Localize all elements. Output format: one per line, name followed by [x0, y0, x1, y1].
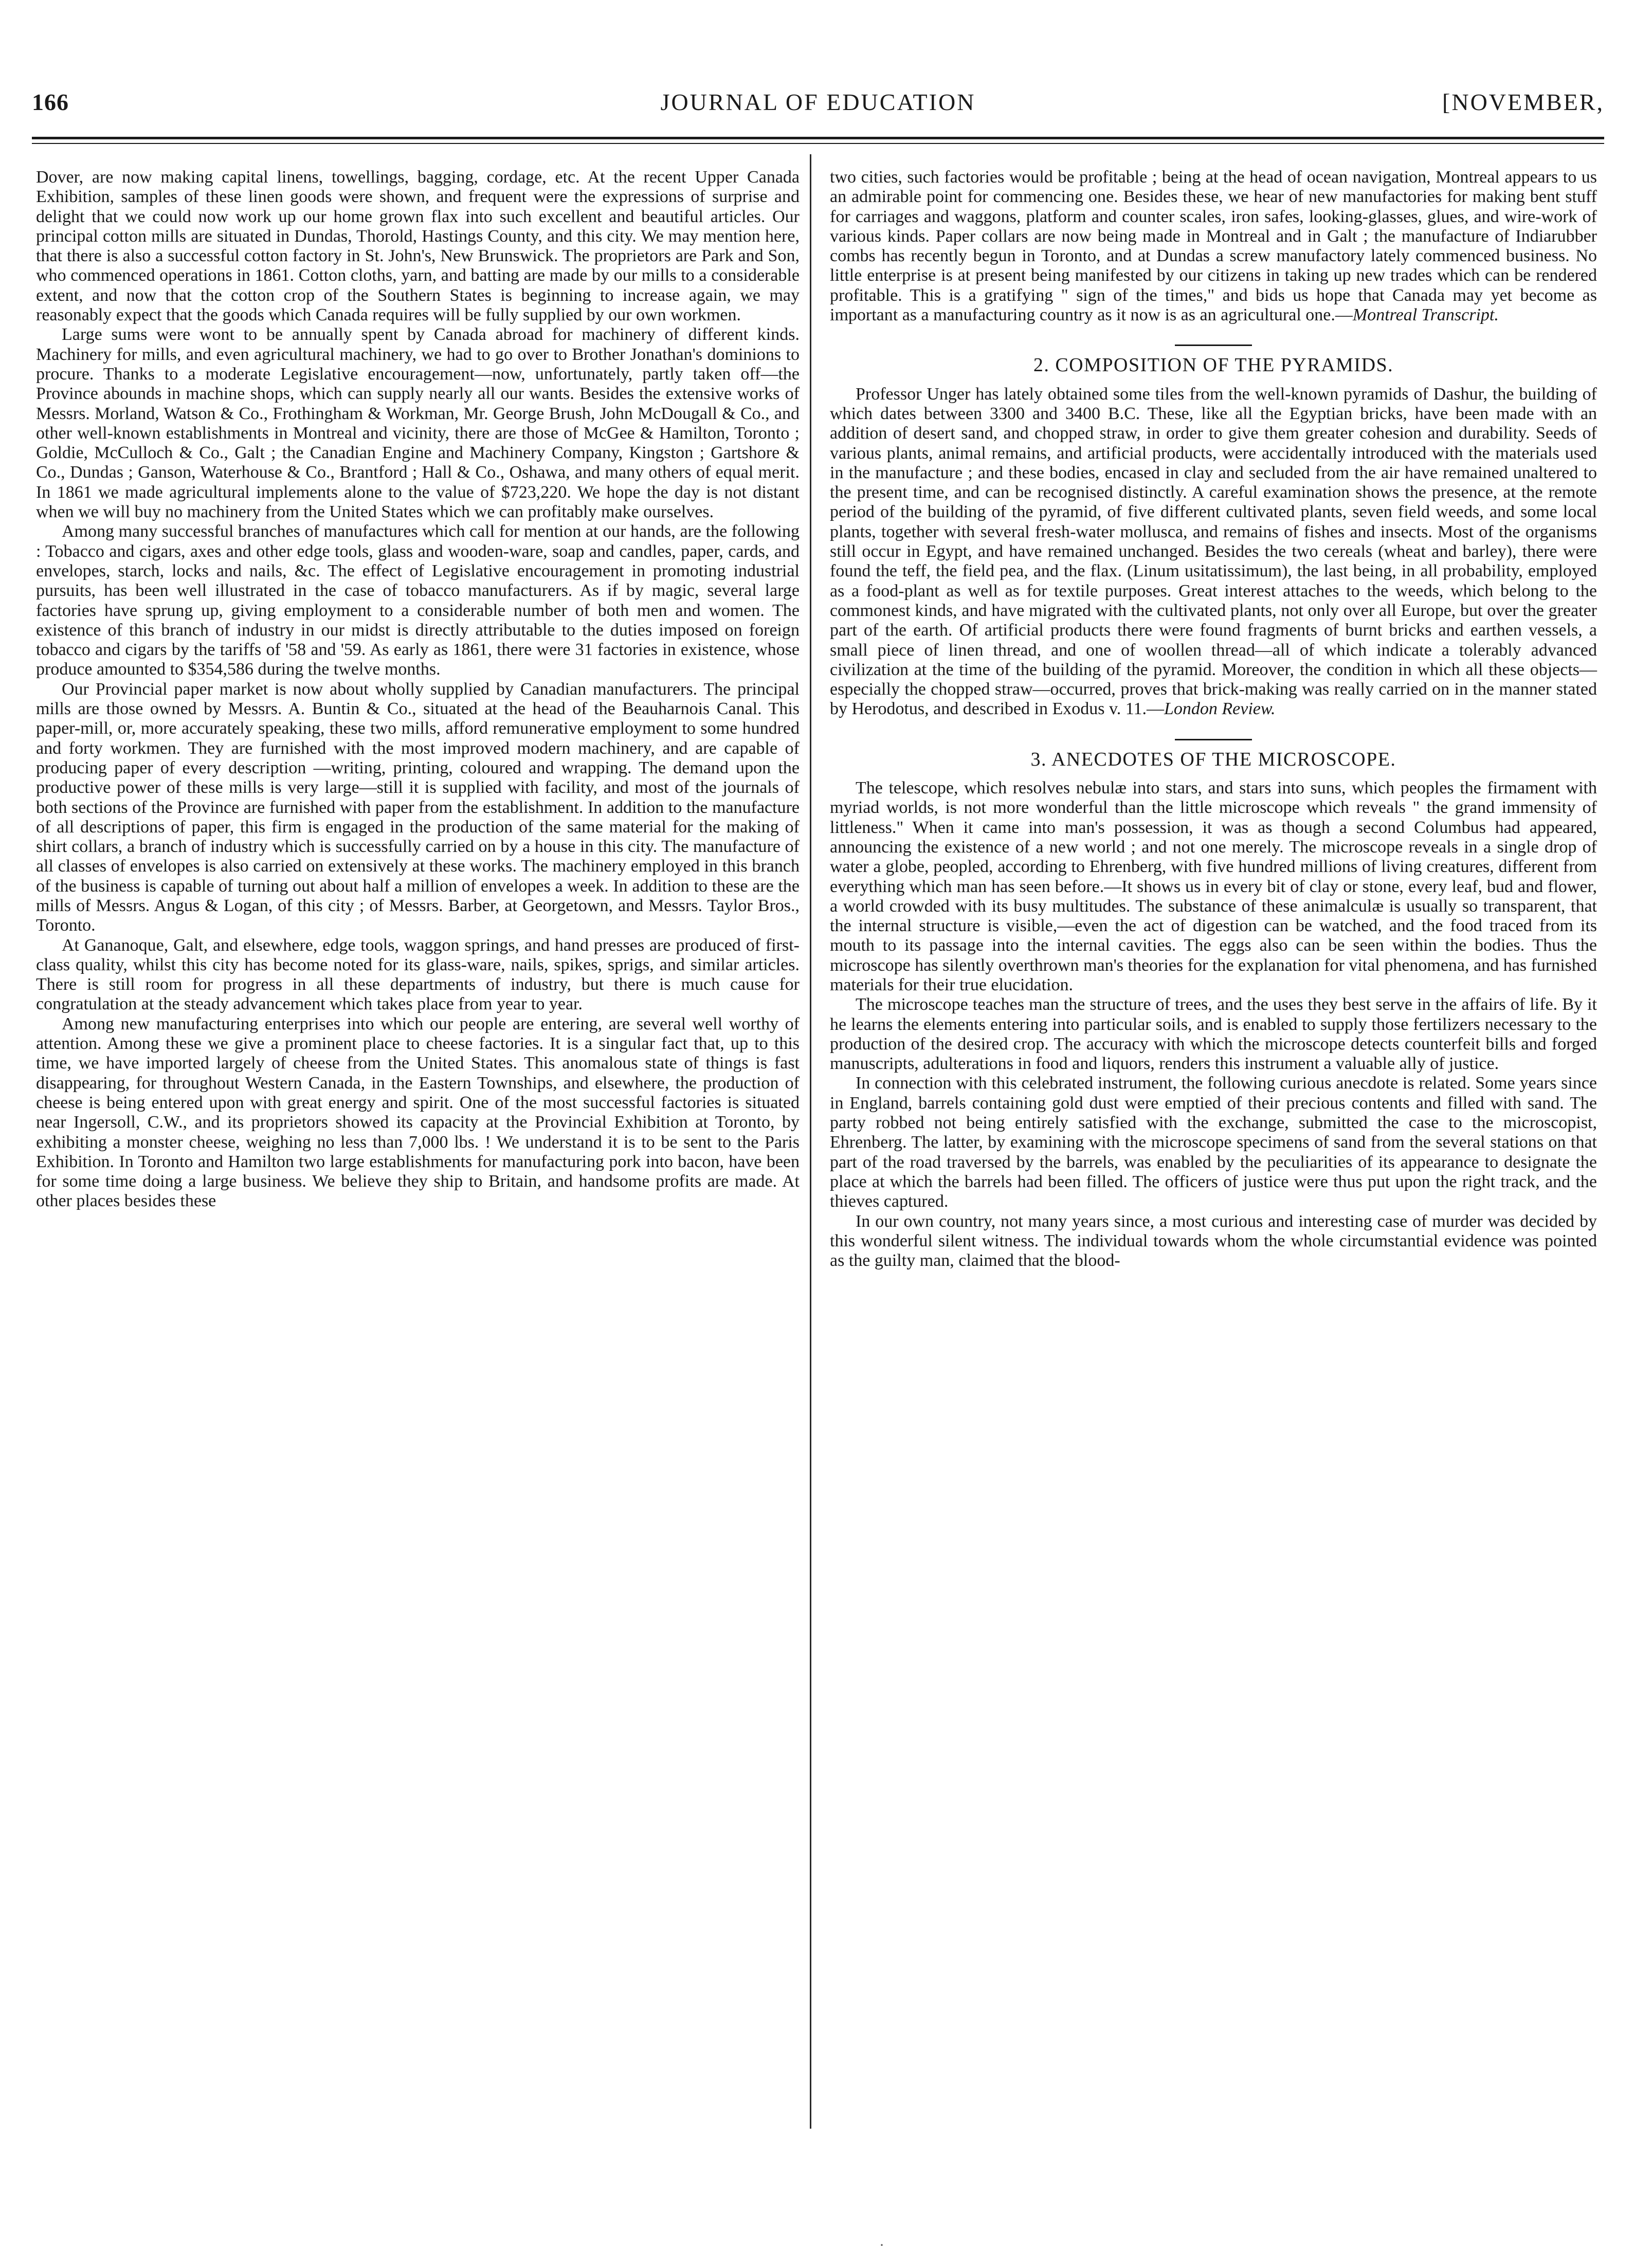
paragraph — [830, 168, 1597, 325]
right-column — [830, 168, 1597, 1271]
journal-title: JOURNAL OF EDUCATION — [660, 89, 976, 115]
header-rule-thin — [32, 143, 1604, 144]
section-heading: 3. ANECDOTES OF THE MICROSCOPE. — [1030, 748, 1396, 770]
section-rule — [1175, 344, 1252, 346]
issue-month: [NOVEMBER, — [1442, 89, 1604, 115]
paragraph: In our own country, not many years since, a most curious and interesting case of murder was decided by this wonderful silent witness. The individual towards whom the whole circumstantial evidence was pointed as the guilty man, claimed that the blood- — [830, 1211, 1597, 1271]
paragraph: Dover, are now making capital linens, towellings, bagging, cordage, etc. At the recent Upper Canada Exhibition, samples of these linen goods were shown, and frequent were the expressions of surprise and delight that we could now work up our home grown flax into such excellent and beautiful articles. Our principal cotton mills are situated in Dundas, Thorold, Hastings County, and this city. We may mention here, that there is also a successful cotton factory in St. John's, New Brunswick. The proprietors are Park and Son, who commenced operations in 1861. Cotton cloths, yarn, and batting are made by our mills to a considerable extent, and now that the cotton crop of the Southern States is beginning to increase again, we may reasonably expect that the goods which Canada requires will be fully supplied by our own workmen. — [36, 168, 800, 325]
paragraph: Among new manufacturing enterprises into which our people are entering, are several well worthy of attention. Among these we give a prominent place to cheese factories. It is a singular fact that, up to this time, we have imported largely of cheese from the United States. This anomalous state of things is fast disappearing, for throughout Western Canada, in the Eastern Townships, and elsewhere, the production of cheese is being entered upon with great energy and spirit. One of the most successful factories is situated near Ingersoll, C.W., and its proprietors showed its capacity at the Provincial Exhibition at Toronto, by exhibiting a monster cheese, weighing no less than 7,000 lbs. ! We understand it is to be sent to the Paris Exhibition. In Toronto and Hamilton two large establishments for manufacturing pork into bacon, have been for some time doing a large business. We believe they ship to Britain, and handsome profits are made. At other places besides these — [36, 1014, 800, 1211]
column-divider — [810, 154, 811, 2129]
ink-mark: · — [879, 2237, 884, 2254]
paragraph: The telescope, which resolves nebulæ into stars, and stars into suns, which peoples the firmament with myriad worlds, is not more wonderful than the little microscope which reveals " the grand immensity of littleness." When it came into man's possession, it was as though a second Columbus had appeared, announcing the existence of a new world ; and not one merely. The microscope reveals in a single drop of water a globe, peopled, according to Ehrenberg, with five hundred millions of living creatures, different from everything which man has seen before.—It shows us in every bit of clay or stone, every leaf, bud and flower, a world crowded with its busy multitudes. The substance of these animalculæ is usually so transparent, that the internal structure is visible,—even the act of digestion can be watched, and the food traced from its mouth to its passage into the internal cavities. The eggs also can be seen within the bodies. Thus the microscope has silently overthrown man's theories for the explanation for vital phenomena, and has furnished materials for their true elucidation. — [830, 778, 1597, 994]
paragraph: In connection with this celebrated instrument, the following curious anecdote is related. Some years since in England, barrels containing gold dust were emptied of their precious contents and filled with sand. The party robbed not being entirely satisfied with the exchange, submitted the case to the microscopist, Ehrenberg. The latter, by examining with the microscope specimens of sand from the several stations on that part of the road traversed by the barrels, was enabled by the peculiarities of its appearance to designate the place at which the barrels had been filled. The officers of justice were thus put upon the right track, and the thieves captured. — [830, 1074, 1597, 1211]
header-rule — [32, 137, 1604, 139]
paragraph: At Gananoque, Galt, and elsewhere, edge tools, waggon springs, and hand presses are produced of first-class quality, whilst this city has become noted for its glass-ware, nails, spikes, sprigs, and similar articles. There is still room for progress in all these departments of industry, but there is much cause for congratulation at the steady advancement which takes place from year to year. — [36, 935, 800, 1014]
left-column — [36, 168, 800, 1211]
paragraph: Large sums were wont to be annually spent by Canada abroad for machinery of different kinds. Machinery for mills, and even agricultural machinery, we had to go over to Brother Jonathan's dominions to procure. Thanks to a moderate Legislative encouragement—now, unfortunately, partly taken off—the Province abounds in machine shops, which can supply nearly all our wants. Besides the extensive works of Messrs. Morland, Watson & Co., Frothingham & Workman, Mr. George Brush, John McDougall & Co., and other well-known establishments in Montreal and vicinity, there are those of McGee & Hamilton, Toronto ; Goldie, McCulloch & Co., Galt ; the Canadian Engine and Machinery Company, Kingston ; Gartshore & Co., Dundas ; Ganson, Waterhouse & Co., Brantford ; Hall & Co., Oshawa, and many others of equal merit. In 1861 we made agricultural implements alone to the value of $723,220. We hope the day is not distant when we will buy no machinery from the United States which we can profitably make ourselves. — [36, 325, 800, 522]
paragraph: Our Provincial paper market is now about wholly supplied by Canadian manufacturers. The principal mills are those owned by Messrs. A. Buntin & Co., situated at the head of the Beauharnois Canal. This paper-mill, or, more accurately speaking, these two mills, afford remunerative employment to some hundred and forty workmen. They are furnished with the most improved modern machinery, and are capable of producing paper of every description —writing, printing, coloured and wrapping. The demand upon the productive power of these mills is very large—still it is supplied with facility, and most of the journals of both sections of the Province are furnished with paper from the establishment. In addition to the manufacture of all descriptions of paper, this firm is engaged in the production of the same material for the making of shirt collars, a branch of industry which is successfully carried on by a house in this city. The manufacture of all classes of envelopes is also carried on extensively at these works. The machinery employed in this branch of the business is capable of turning out about half a million of envelopes a week. In addition to these are the mills of Messrs. Angus & Logan, of this city ; of Messrs. Barber, at Georgetown, and Messrs. Taylor Bros., Toronto. — [36, 679, 800, 935]
source-citation: Montreal Transcript. — [1352, 305, 1499, 325]
source-citation: London Review. — [1164, 699, 1276, 719]
paragraph: The microscope teaches man the structure of trees, and the uses they best serve in the affairs of life. By it he learns the elements entering into particular soils, and is enabled to supply those fertilizers necessary to the production of the desired crop. The accuracy with which the microscope detects counterfeit bills and forged manuscripts, adulterations in food and liquors, renders this instrument a valuable ally of justice. — [830, 995, 1597, 1074]
paragraph: Among many successful branches of manufactures which call for mention at our hands, are the following : Tobacco and cigars, axes and other edge tools, glass and wooden-ware, soap and candles, paper, cards, and envelopes, starch, locks and nails, &c. The effect of Legislative encouragement in promoting industrial pursuits, has been well illustrated in the case of tobacco manufacturers. As if by magic, several large factories have sprung up, giving employment to a considerable number of both men and women. The existence of this branch of industry in our midst is directly attributable to the duties imposed on foreign tobacco and cigars by the tariffs of '58 and '59. As early as 1861, there were 31 factories in existence, whose produce amounted to $354,586 during the twelve months. — [36, 522, 800, 679]
page-header — [32, 88, 1604, 133]
page-number: 166 — [32, 89, 69, 115]
section-heading: 2. COMPOSITION OF THE PYRAMIDS. — [1033, 354, 1394, 376]
section-rule — [1175, 739, 1252, 740]
paragraph-text: Professor Unger has lately obtained some tiles from the well-known pyramids of Dashur, the building of which dates between 3300 and 3400 B.C. These, like all the Egyptian bricks, have been made with an addition of desert sand, and chopped straw, in order to give them greater cohesion and durability. Seeds of various plants, animal remains, and artificial products, were accidentally introduced with the materials used in the manufacture ; and these bodies, encased in clay and secluded from the air have remained unaltered to the present time, and can be recognised distinctly. A careful examination shows the presence, at the remote period of the building of the pyramid, of five different cultivated plants, seven field weeds, and some local plants, together with several fresh-water mollusca, and remains of fishes and insects. Most of the organisms still occur in Egypt, and have remained unchanged. Besides the two cereals (wheat and barley), there were found the teff, the field pea, and the flax. (Linum usitatissimum), the last being, in all probability, employed as a food-plant as well as for textile purposes. Great interest attaches to the weeds, which belong to the commonest kinds, and have migrated with the cultivated plants, not only over all Europe, but over the greater part of the earth. Of artificial products there were found fragments of burnt bricks and earthen vessels, a small piece of linen thread, and one of woollen thread—all of which indicate a tolerably advanced civilization at the time of the building of the pyramid. Moreover, the condition in which all these objects—especially the chopped straw—occurred, proves that brick-making was really carried on in the manner stated by Herodotus, and described in Exodus v. 11.— — [830, 384, 1597, 719]
paragraph-text: two cities, such factories would be profitable ; being at the head of ocean navigation, Montreal appears to us an admirable point for commencing one. Besides these, we hear of new manufactories for making bent stuff for carriages and waggons, platform and counter scales, iron safes, looking-glasses, glues, and wire-work of various kinds. Paper collars are now being made in Montreal and in Galt ; the manufacture of Indiarubber combs has recently begun in Toronto, and at Dundas a screw manufactory lately commenced business. No little enterprise is at present being manifested by our citizens in taking up new trades which can be rendered profitable. This is a gratifying " sign of the times," and bids us hope that Canada may yet become as important as a manufacturing country as it now is as an agricultural one.— — [830, 168, 1597, 325]
paragraph — [830, 385, 1597, 719]
